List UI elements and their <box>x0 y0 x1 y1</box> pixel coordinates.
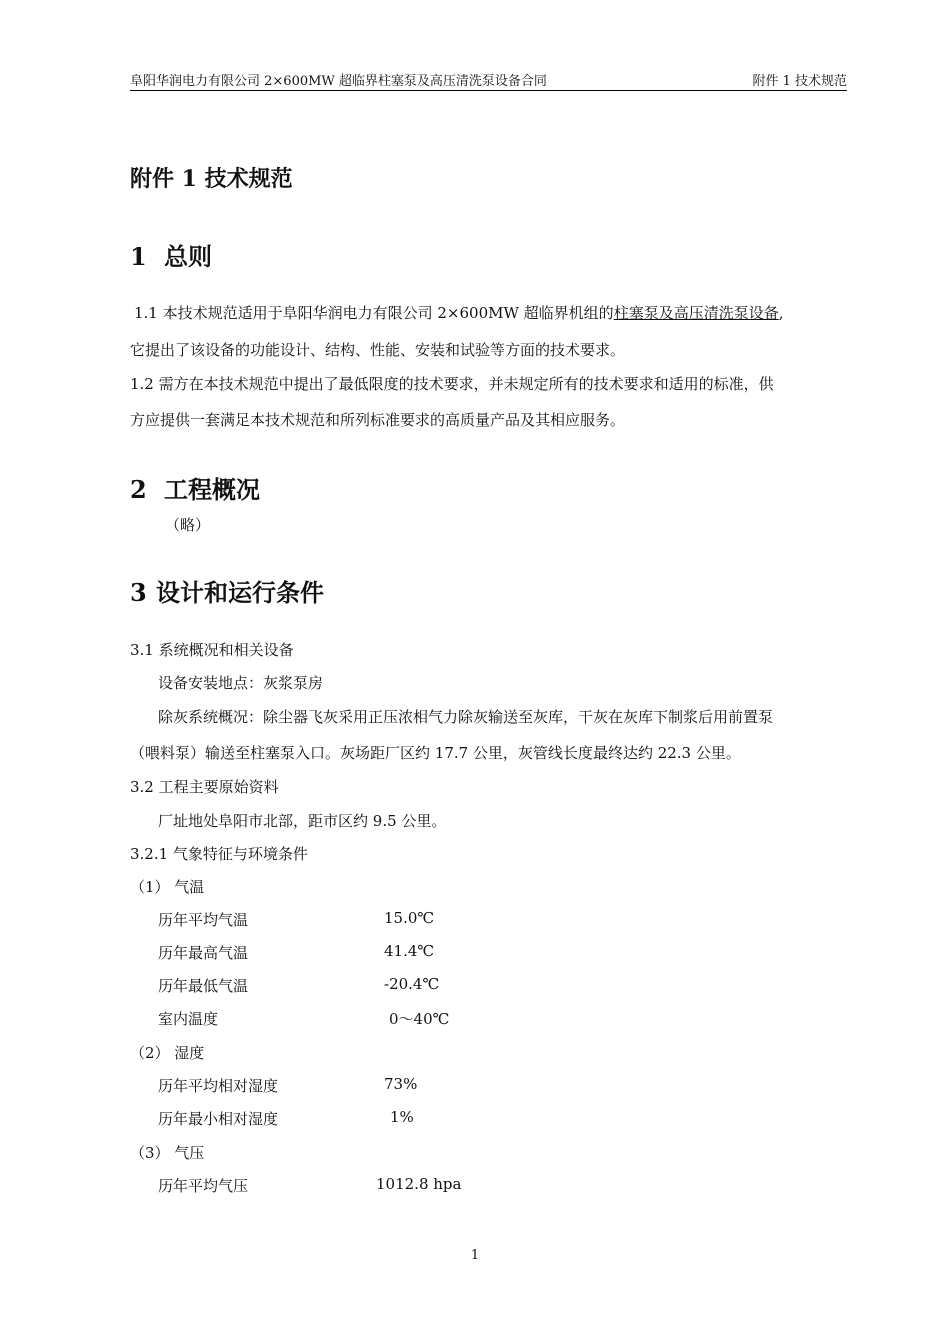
climate-label: 历年最低气温 <box>158 977 249 995</box>
subsection-3-2-heading: 3.2 工程主要原始资料 <box>130 778 279 796</box>
climate-row <box>158 1175 462 1196</box>
header-contract-title: 阜阳华润电力有限公司 2×600MW 超临界柱塞泵及高压清洗泵设备合同 <box>130 74 547 89</box>
climate-row <box>158 1075 418 1096</box>
site-location: 厂址地处阜阳市北部，距市区约 9.5 公里。 <box>158 812 447 830</box>
section-2-number: 2 <box>130 475 147 504</box>
climate-value: 1012.8 hpa <box>376 1175 462 1193</box>
climate-label: 历年平均气压 <box>158 1177 249 1195</box>
paragraph-1-1-line-1 <box>134 302 783 323</box>
climate-label: 历年最高气温 <box>158 944 249 962</box>
page-number: 1 <box>470 1248 480 1263</box>
climate-value: -20.4℃ <box>384 975 440 993</box>
section-2-title: 工程概况 <box>164 475 260 504</box>
install-location: 设备安装地点：灰浆泵房 <box>158 674 324 692</box>
climate-value: 15.0℃ <box>384 909 435 927</box>
section-3-title: 设计和运行条件 <box>156 578 324 607</box>
climate-row <box>158 1108 414 1129</box>
paragraph-1-1-line-2: 它提出了该设备的功能设计、结构、性能、安装和试验等方面的技术要求。 <box>130 341 626 359</box>
paragraph-1-2-line-1: 1.2 需方在本技术规范中提出了最低限度的技术要求，并未规定所有的技术要求和适用的标准，供 <box>130 375 774 393</box>
section-3-heading <box>130 573 324 608</box>
climate-label: 历年平均气温 <box>158 911 249 929</box>
climate-row <box>158 942 435 963</box>
climate-value: 0～40℃ <box>389 1010 450 1028</box>
group-humidity-heading: （2） 湿度 <box>130 1044 205 1062</box>
paragraph-1-1-text: 1.1 本技术规范适用于阜阳华润电力有限公司 2×600MW 超临界机组的 <box>134 304 614 322</box>
ash-system-description-line-1: 除灰系统概况：除尘器飞灰采用正压浓相气力除灰输送至灰库，干灰在灰库下制浆后用前置泵 <box>158 708 774 726</box>
paragraph-1-1-comma: , <box>778 304 784 322</box>
group-pressure-heading: （3） 气压 <box>130 1144 205 1162</box>
climate-row <box>158 909 435 930</box>
section-1-title: 总则 <box>164 242 212 271</box>
subsection-3-1-heading: 3.1 系统概况和相关设备 <box>130 641 294 659</box>
climate-row <box>158 975 440 996</box>
page-header <box>130 70 847 91</box>
climate-value: 41.4℃ <box>384 942 435 960</box>
section-1-number: 1 <box>130 242 147 271</box>
climate-value: 73% <box>384 1075 418 1093</box>
document-title: 附件 1 技术规范 <box>130 166 293 192</box>
climate-label: 历年最小相对湿度 <box>158 1110 279 1128</box>
subsection-3-2-1-heading: 3.2.1 气象特征与环境条件 <box>130 845 308 863</box>
section-1-heading <box>130 237 212 272</box>
climate-label: 历年平均相对湿度 <box>158 1077 279 1095</box>
climate-label: 室内温度 <box>158 1010 219 1028</box>
section-2-heading <box>130 470 260 505</box>
paragraph-1-2-line-2: 方应提供一套满足本技术规范和所列标准要求的高质量产品及其相应服务。 <box>130 411 626 429</box>
climate-value: 1% <box>390 1108 414 1126</box>
ash-system-description-line-2: （喂料泵）输送至柱塞泵入口。灰场距厂区约 17.7 公里，灰管线长度最终达约 22.3 公里。 <box>130 744 741 762</box>
climate-row <box>158 1008 450 1029</box>
section-2-note: （略） <box>165 516 211 534</box>
group-temperature-heading: （1） 气温 <box>130 878 205 896</box>
equipment-name-underlined: 柱塞泵及高压清洗泵设备 <box>613 304 779 322</box>
section-3-number: 3 <box>130 578 147 607</box>
header-attachment-label: 附件 1 技术规范 <box>752 74 847 89</box>
